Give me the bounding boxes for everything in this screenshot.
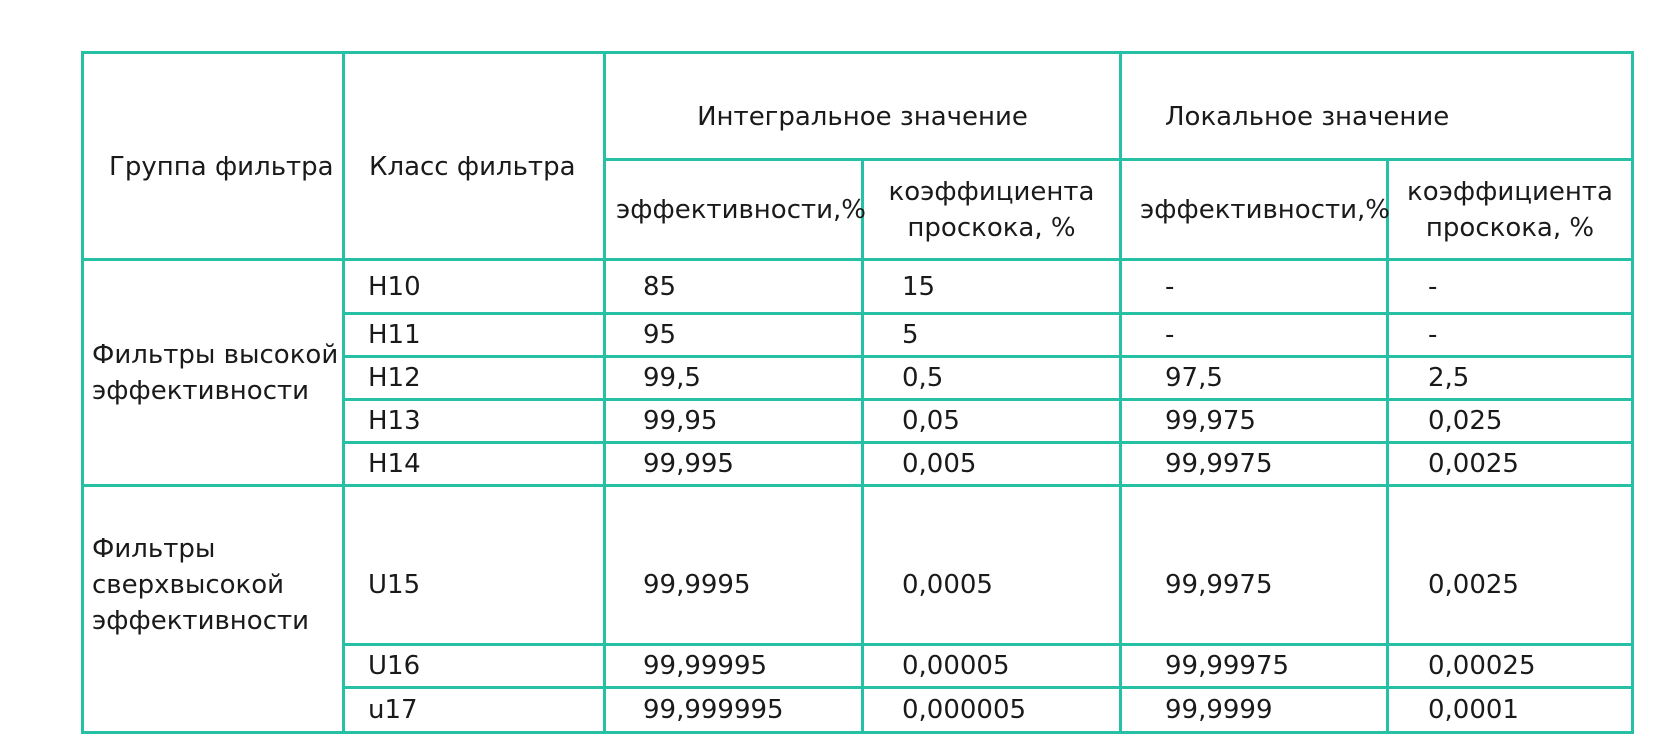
cell-integral-penetration: 0,0005: [863, 486, 1121, 645]
cell-class: U16: [344, 645, 605, 688]
cell-integral-penetration: 0,000005: [863, 688, 1121, 733]
cell-integral-efficiency: 99,9995: [605, 486, 863, 645]
header-local: Локальное значение: [1121, 53, 1633, 160]
group-label-high: Фильтры высокой эффективности: [83, 260, 344, 486]
cell-local-penetration: -: [1388, 314, 1633, 357]
header-integral-efficiency: эффективности,%: [605, 160, 863, 260]
cell-local-penetration: -: [1388, 260, 1633, 314]
cell-integral-efficiency: 99,95: [605, 400, 863, 443]
cell-class: H12: [344, 357, 605, 400]
cell-class: H11: [344, 314, 605, 357]
cell-integral-penetration: 0,05: [863, 400, 1121, 443]
header-row-top: [83, 53, 1633, 160]
cell-class: H14: [344, 443, 605, 486]
cell-integral-efficiency: 99,999995: [605, 688, 863, 733]
table-row: [83, 260, 1633, 314]
cell-integral-efficiency: 95: [605, 314, 863, 357]
cell-class: H10: [344, 260, 605, 314]
cell-integral-penetration: 5: [863, 314, 1121, 357]
cell-local-penetration: 0,00025: [1388, 645, 1633, 688]
cell-integral-efficiency: 99,995: [605, 443, 863, 486]
header-local-efficiency: эффективности,%: [1121, 160, 1388, 260]
cell-local-efficiency: 99,99975: [1121, 645, 1388, 688]
cell-local-efficiency: -: [1121, 314, 1388, 357]
header-integral: Интегральное значение: [605, 53, 1121, 160]
cell-local-efficiency: 99,975: [1121, 400, 1388, 443]
cell-integral-penetration: 0,00005: [863, 645, 1121, 688]
cell-local-efficiency: -: [1121, 260, 1388, 314]
cell-integral-penetration: 0,5: [863, 357, 1121, 400]
header-group: Группа фильтра: [83, 53, 344, 260]
cell-integral-efficiency: 85: [605, 260, 863, 314]
cell-local-efficiency: 97,5: [1121, 357, 1388, 400]
header-local-penetration: коэффициента проскока, %: [1388, 160, 1633, 260]
header-class: Класс фильтра: [344, 53, 605, 260]
cell-integral-penetration: 0,005: [863, 443, 1121, 486]
cell-class: u17: [344, 688, 605, 733]
cell-local-penetration: 0,0001: [1388, 688, 1633, 733]
cell-class: H13: [344, 400, 605, 443]
cell-local-efficiency: 99,9999: [1121, 688, 1388, 733]
table-row: [83, 486, 1633, 645]
cell-local-penetration: 2,5: [1388, 357, 1633, 400]
cell-local-penetration: 0,0025: [1388, 486, 1633, 645]
cell-local-efficiency: 99,9975: [1121, 443, 1388, 486]
cell-integral-penetration: 15: [863, 260, 1121, 314]
filter-classes-table: [81, 51, 1634, 734]
cell-local-efficiency: 99,9975: [1121, 486, 1388, 645]
cell-integral-efficiency: 99,5: [605, 357, 863, 400]
cell-integral-efficiency: 99,99995: [605, 645, 863, 688]
group-label-ultra: Фильтры сверхвысокой эффективности: [83, 486, 344, 733]
cell-local-penetration: 0,0025: [1388, 443, 1633, 486]
header-integral-penetration: коэффициента проскока, %: [863, 160, 1121, 260]
cell-class: U15: [344, 486, 605, 645]
cell-local-penetration: 0,025: [1388, 400, 1633, 443]
